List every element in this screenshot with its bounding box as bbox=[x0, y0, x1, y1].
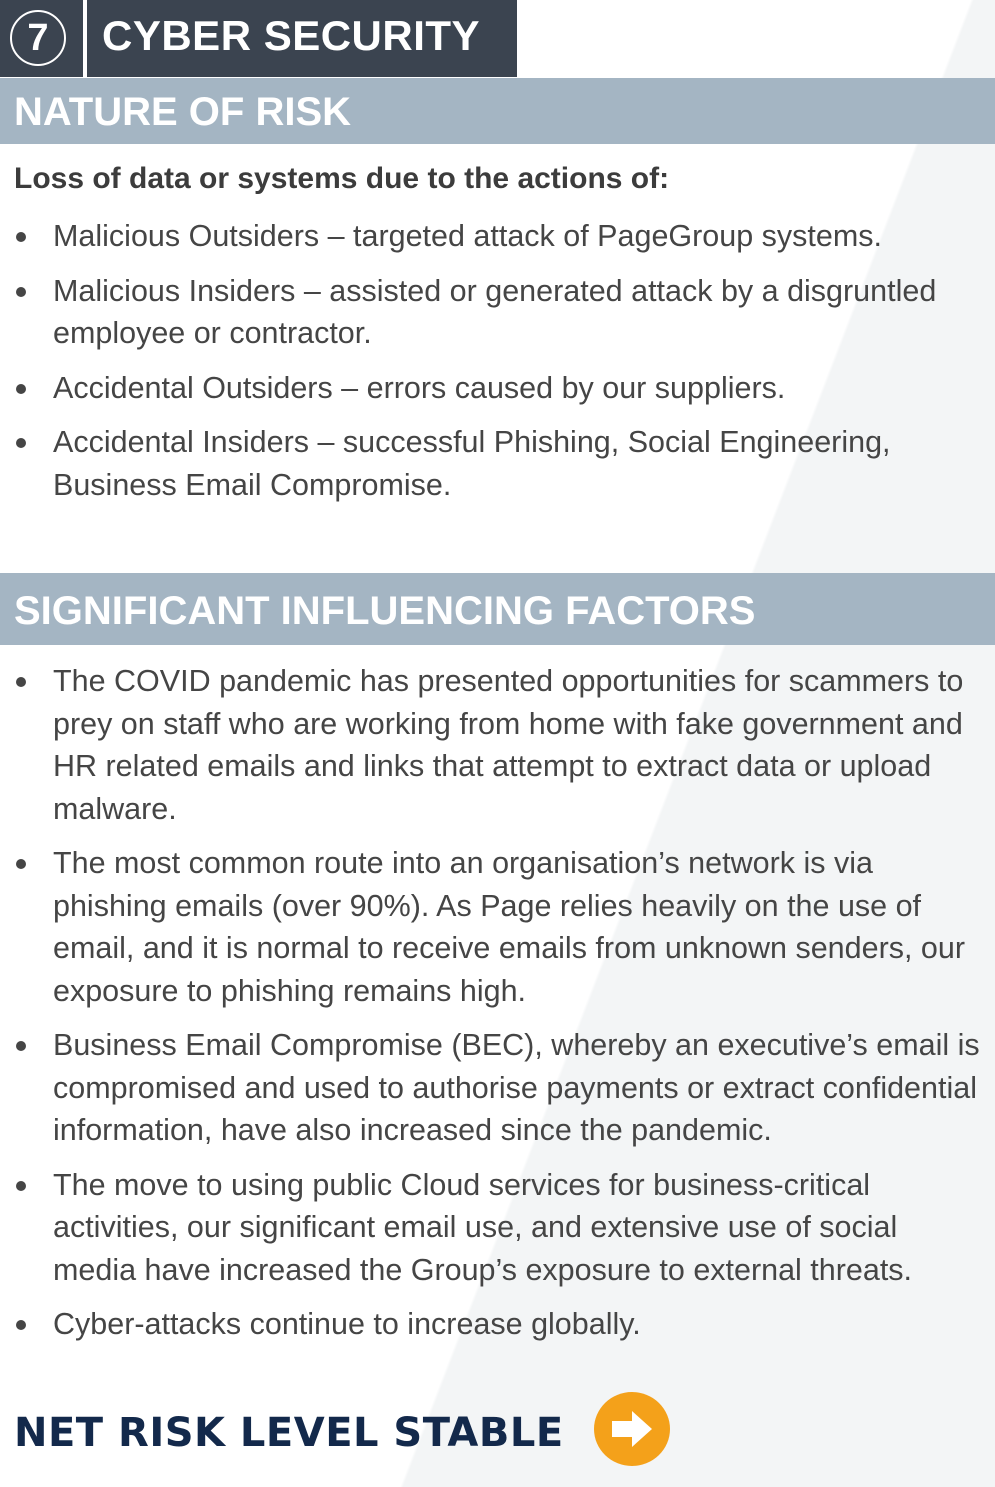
section-number-badge: 7 bbox=[10, 10, 66, 66]
arrow-right-icon bbox=[594, 1392, 670, 1466]
list-item: The COVID pandemic has presented opportunities for scammers to prey on staff who are working from home with fake government and HR related emails and links that attempt to extract data or upload malware. bbox=[0, 660, 985, 830]
nature-of-risk-list bbox=[0, 215, 985, 518]
list-item: Accidental Insiders – successful Phishing, Social Engineering, Business Email Compromise. bbox=[0, 421, 985, 506]
page-title: CYBER SECURITY bbox=[102, 12, 481, 59]
list-item: The most common route into an organisation’s network is via phishing emails (over 90%). As Page relies heavily on the use of email, and it is normal to receive emails from unknown senders, our exposure to phishing remains high. bbox=[0, 842, 985, 1012]
influencing-factors-heading: SIGNIFICANT INFLUENCING FACTORS bbox=[0, 573, 995, 645]
list-item: Business Email Compromise (BEC), whereby an executive’s email is compromised and used to authorise payments or extract confidential information, have also increased since the pandemic. bbox=[0, 1024, 985, 1152]
list-item: Accidental Outsiders – errors caused by our suppliers. bbox=[0, 367, 985, 410]
title-divider bbox=[83, 0, 87, 77]
list-item: The move to using public Cloud services for business-critical activities, our significant email use, and extensive use of social media have increased the Group’s exposure to external threats. bbox=[0, 1164, 985, 1292]
list-item: Malicious Insiders – assisted or generated attack by a disgruntled employee or contractor. bbox=[0, 270, 985, 355]
list-item: Malicious Outsiders – targeted attack of PageGroup systems. bbox=[0, 215, 985, 258]
section-title-bar bbox=[0, 0, 517, 77]
net-risk-level: NET RISK LEVEL STABLE bbox=[14, 1410, 564, 1456]
list-item: Cyber-attacks continue to increase globally. bbox=[0, 1303, 985, 1346]
nature-of-risk-lead: Loss of data or systems due to the actions of: bbox=[14, 162, 670, 195]
nature-of-risk-heading: NATURE OF RISK bbox=[0, 78, 995, 144]
influencing-factors-list bbox=[0, 660, 985, 1358]
